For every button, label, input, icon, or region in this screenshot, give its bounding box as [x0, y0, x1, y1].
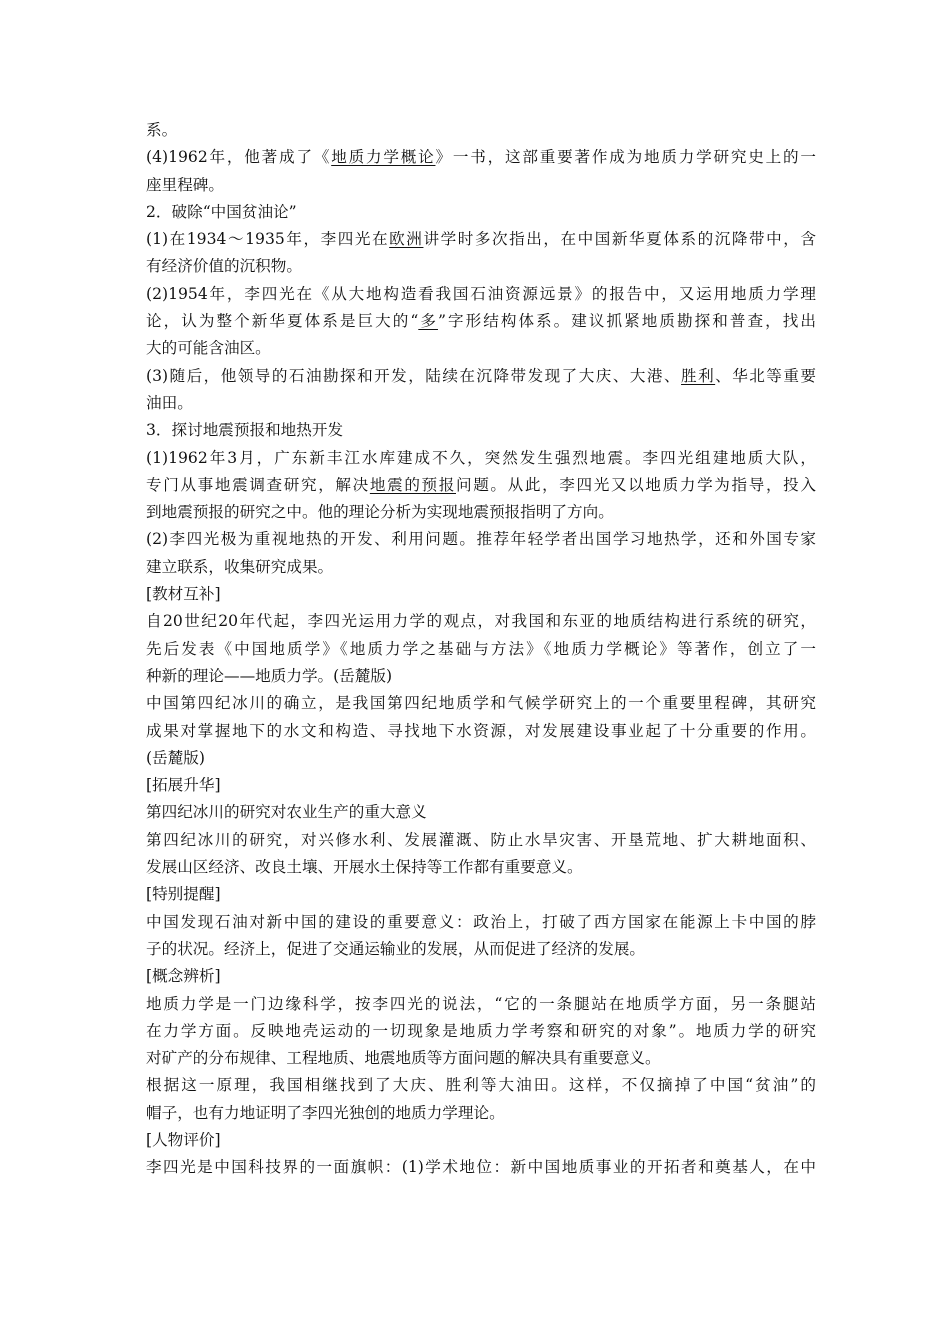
text-line: 子的状况。经济上，促进了交通运输业的发展，从而促进了经济的发展。	[146, 939, 646, 958]
text-line: (2)李四光极为重视地热的开发、利用问题。推荐年轻学者出国学习地热学，还和外国专家	[146, 530, 816, 549]
text-line: 自20世纪20年代起，李四光运用力学的观点，对我国和东亚的地质结构进行系统的研究，	[146, 612, 816, 631]
text-line: 对矿产的分布规律、工程地质、地震地质等方面问题的解决具有重要意义。	[146, 1049, 661, 1068]
text-line: 有经济价值的沉积物。	[146, 257, 302, 276]
section-tag: [特别提醒]	[146, 885, 221, 904]
underlined-term: 多	[418, 312, 438, 331]
text-line: 李四光是中国科技界的一面旗帜：(1)学术地位：新中国地质事业的开拓者和奠基人，在中	[146, 1158, 816, 1177]
underlined-term: 地震的预报	[369, 475, 456, 494]
section-tag: [人物评价]	[146, 1130, 221, 1149]
text-line: (1)1962年3月，广东新丰江水库建成不久，突然发生强烈地震。李四光组建地质大队，	[146, 448, 816, 467]
text-line: (1)在1934～1935年，李四光在欧洲讲学时多次指出，在中国新华夏体系的沉降带中，含	[146, 230, 816, 249]
text-line: 中国发现石油对新中国的建设的重要意义：政治上，打破了西方国家在能源上卡中国的脖	[146, 912, 816, 931]
text-line: (3)随后，他领导的石油勘探和开发，陆续在沉降带发现了大庆、大港、胜利、华北等重要	[146, 366, 816, 385]
text-line: 到地震预报的研究之中。他的理论分析为实现地震预报指明了方向。	[146, 503, 614, 522]
underlined-term: 胜利	[681, 366, 716, 385]
text-line: 系。	[146, 121, 178, 139]
underlined-term: 欧洲	[389, 230, 424, 249]
text-line: 地质力学是一门边缘科学，按李四光的说法，“它的一条腿站在地质学方面，另一条腿站	[146, 994, 816, 1013]
text-line: 成果对掌握地下的水文和构造、寻找地下水资源，对发展建设事业起了十分重要的作用。	[146, 721, 816, 740]
text-line: 油田。	[146, 393, 193, 412]
text-line: 第四纪冰川的研究对农业生产的重大意义	[146, 803, 427, 822]
text-line: 座里程碑。	[146, 175, 224, 194]
text-line: 专门从事地震调查研究，解决地震的预报问题。从此，李四光又以地质力学为指导，投入	[146, 475, 816, 494]
section-tag: [拓展升华]	[146, 776, 221, 795]
text-line: 大的可能含油区。	[146, 339, 271, 358]
text-line: (岳麓版)	[146, 748, 205, 767]
section-tag: [教材互补]	[146, 585, 221, 604]
text-line: 第四纪冰川的研究，对兴修水利、发展灌溉、防止水旱灾害、开垦荒地、扩大耕地面积、	[146, 830, 816, 849]
text-line: 建立联系，收集研究成果。	[146, 557, 334, 576]
text-line: (2)1954年，李四光在《从大地构造看我国石油资源远景》的报告中，又运用地质力学理	[146, 284, 816, 303]
text-line: 帽子，也有力地证明了李四光独创的地质力学理论。	[146, 1103, 505, 1122]
text-line: 论，认为整个新华夏体系是巨大的“多”字形结构体系。建议抓紧地质勘探和普查，找出	[146, 312, 816, 331]
text-line: 中国第四纪冰川的确立，是我国第四纪地质学和气候学研究上的一个重要里程碑，其研究	[146, 694, 816, 713]
text-line: (4)1962年，他著成了《地质力学概论》一书，这部重要著作成为地质力学研究史上的一	[146, 148, 816, 167]
text-line: 根据这一原理，我国相继找到了大庆、胜利等大油田。这样，不仅摘掉了中国“贫油”的	[146, 1076, 816, 1095]
document-body	[146, 117, 816, 1182]
text-line: 种新的理论——地质力学。(岳麓版)	[146, 666, 393, 685]
text-line: 发展山区经济、改良土壤、开展水土保持等工作都有重要意义。	[146, 858, 583, 877]
text-line: 先后发表《中国地质学》《地质力学之基础与方法》《地质力学概论》等著作，创立了一	[146, 639, 816, 658]
section-tag: [概念辨析]	[146, 967, 221, 986]
section-heading: 3．探讨地震预报和地热开发	[146, 421, 344, 440]
text-line: 在力学方面。反映地壳运动的一切现象是地质力学考察和研究的对象”。地质力学的研究	[146, 1021, 816, 1040]
section-heading: 2．破除“中国贫油论”	[146, 202, 297, 221]
underlined-term: 地质力学概论	[331, 148, 436, 167]
